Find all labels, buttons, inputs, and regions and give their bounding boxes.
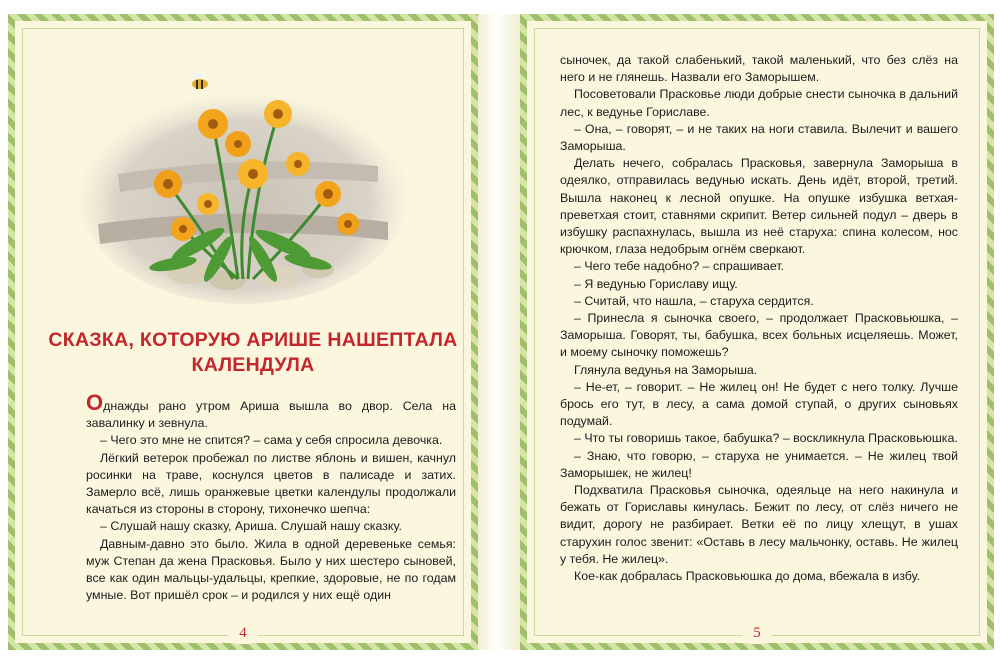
paragraph: – Слушай нашу сказку, Ариша. Слушай нашу сказку. (100, 519, 402, 534)
title-line: СКАЗКА, КОТОРУЮ АРИШЕ НАШЕПТАЛА (48, 329, 458, 351)
paragraph: – Знаю, что говорю, – старуха не унимается. – Не жилец твой Заморышек, не жилец! (560, 448, 958, 480)
right-page (520, 14, 994, 650)
paragraph-text: днажды рано утром Ариша вышла во двор. Села на завалинку и зевнула. (86, 399, 456, 431)
paragraph: Посоветовали Прасковье люди добрые снести сыночка в дальний лес, к ведунье Гориславе. (560, 87, 958, 119)
paragraph: – Считай, что нашла, – старуха сердится. (574, 293, 814, 308)
paragraph: Лёгкий ветерок пробежал по листве яблонь и вишен, качнул росинки на траве, коснулся цветов в палисаде и затих. Замерло всё, лишь оранжевые цветки календулы продолжали качаться из стороны в сторону, тихонечко шепча: (86, 450, 456, 517)
left-page (8, 14, 478, 650)
book-gutter (478, 14, 520, 650)
paragraph: Глянула ведунья на Заморыша. (574, 362, 758, 377)
paragraph: – Чего это мне не спится? – сама у себя спросила девочка. (100, 433, 443, 448)
paragraph: Кое-как добралась Прасковьюшка до дома, вбежала в избу. (574, 569, 921, 584)
bee-icon (192, 73, 208, 89)
title-line: КАЛЕНДУЛА (191, 354, 315, 376)
paragraph: – Она, – говорят, – и не таких на ноги ставила. Вылечит и вашего Заморыша. (560, 121, 958, 154)
calendula-illustration (78, 54, 408, 304)
paragraph: Делать нечего, собралась Прасковья, завернула Заморыша в одеялко, отправилась ведунью искать. День идёт, второй, третий. Вышла наконец к лесной опушке. На опушке избушка ветхая-преветхая стоит, ставнями скрипит. Ветер сильней подул – дверь в избушку распахнулась, вышла из неё старуха: спина колесом, нос крючком, глаза недобрым огнём сверкают. (560, 156, 958, 257)
paragraph: – Не-ет, – говорит. – Не жилец он! Не будет с него толку. Лучше брось его тут, в лесу, а сама домой ступай, о других сыновьях подумай. (560, 379, 958, 429)
paragraph: – Я ведунью Гориславу ищу. (574, 276, 738, 291)
drop-cap: О (86, 390, 104, 415)
paragraph: сыночек, да такой слабенький, такой маленький, что без слёз на него и не глянешь. Назвали его Заморышем. (560, 53, 958, 85)
paragraph: – Что ты говоришь такое, бабушка? – воскликнула Прасковьюшка. (574, 431, 958, 446)
page-number: 5 (742, 622, 772, 644)
page-number: 4 (228, 622, 258, 644)
story-title (48, 328, 458, 378)
paragraph: Подхватила Прасковья сыночка, одеяльце на него накинула и бежать от Гориславы кинулась. Бежит по лесу, от слёз ничего не видит, дорогу не разбирает. Ветки её по лицу хлещут, в ушах старухин голос звенит: «Оставь в лесу мальчонку, оставь. Не жилец у тебя. Не жилец». (560, 483, 958, 566)
right-page-text (560, 52, 958, 585)
paragraph: – Чего тебе надобно? – спрашивает. (574, 259, 785, 274)
paragraph (86, 390, 456, 432)
paragraph: – Принесла я сыночка своего, – продолжает Прасковьюшка, – Заморыша. Говорят, ты, бабушка, всех больных исцеляешь. Может, и моему сыночку поможешь? (560, 311, 958, 360)
left-page-text (86, 390, 456, 604)
paragraph: Давным-давно это было. Жила в одной деревеньке семья: муж Степан да жена Прасковья. Было у них шестеро сыновей, все как один мальцы-удальцы, крепкие, здоровые, не по годам умные. Вот пришёл срок – и родился у них ещё один (86, 536, 456, 603)
